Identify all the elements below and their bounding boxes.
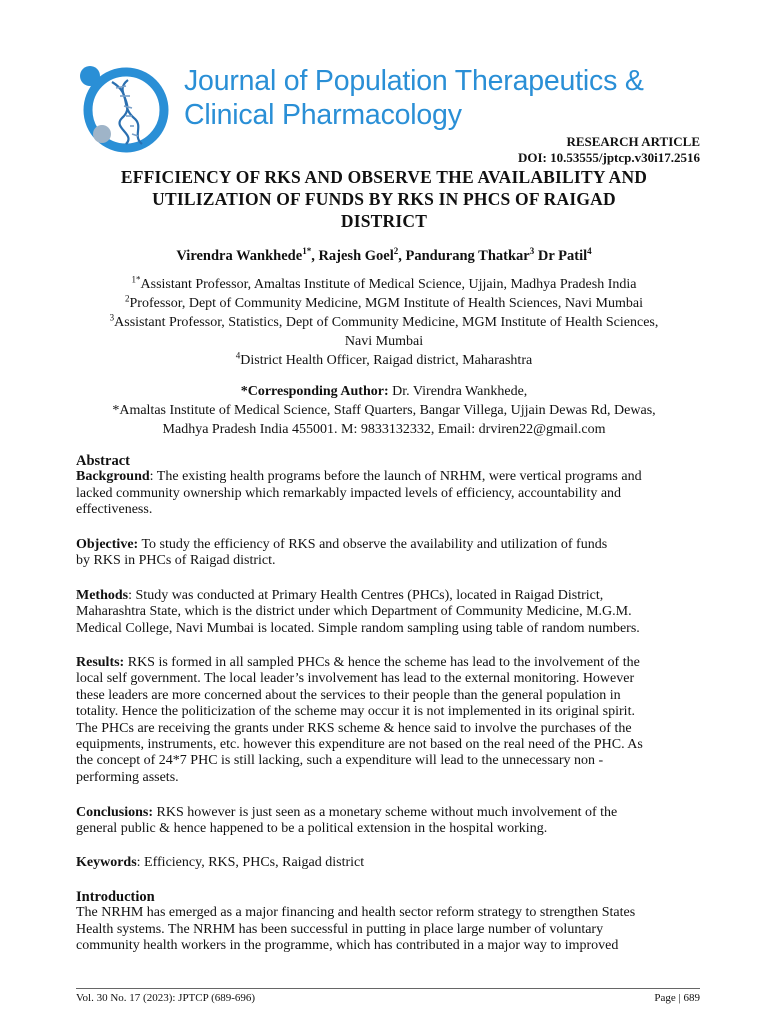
introduction-text: Health systems. The NRHM has been successful in putting in place large number of voluntary [76, 921, 604, 937]
background-label: Background [76, 469, 150, 485]
author-sup: 2 [393, 246, 399, 257]
abstract-heading: Abstract [76, 453, 130, 469]
journal-title-line-2: Clinical Pharmacology [184, 99, 462, 131]
objective-text: by RKS in PHCs of Raigad district. [76, 553, 276, 569]
corresponding-address: *Amaltas Institute of Medical Science, Staff Quarters, Bangar Villega, Ujjain Dewas Rd, Dewas, [112, 403, 656, 418]
journal-title-line-1: Journal of Population Therapeutics & [184, 65, 644, 97]
affiliation-text: Professor, Dept of Community Medicine, MGM Institute of Health Sciences, Navi Mumbai [129, 296, 643, 311]
background-text: effectiveness. [76, 502, 153, 518]
corresponding-author [60, 382, 708, 439]
paper-title-line: EFFICIENCY OF RKS AND OBSERVE THE AVAILABILITY AND [120, 167, 648, 187]
background-text: : The existing health programs before the launch of NRHM, were vertical programs and [149, 469, 642, 485]
journal-title [184, 64, 744, 132]
footer-citation: Vol. 30 No. 17 (2023): JPTCP (689-696) [76, 992, 256, 1004]
author-sep: , [398, 248, 406, 264]
results-text: performing assets. [76, 769, 179, 785]
author-name: Pandurang Thatkar [405, 248, 530, 264]
introduction-text: The NRHM has emerged as a major financing and health sector reform strategy to strengthen States [76, 905, 636, 921]
introduction-heading: Introduction [76, 889, 155, 905]
article-type: RESEARCH ARTICLE [566, 134, 700, 149]
conclusions-text: general public & hence happened to be a political extension in the hospital working. [76, 821, 548, 837]
objective-text: To study the efficiency of RKS and observe the availability and utilization of funds [138, 537, 608, 552]
affiliation-text: Assistant Professor, Statistics, Dept of Community Medicine, MGM Institute of Health Sciences, [114, 315, 659, 330]
keywords-text: : Efficiency, RKS, PHCs, Raigad district [136, 855, 365, 870]
author-sup: 3 [529, 246, 535, 257]
background-text: lacked community ownership which remarkably impacted levels of efficiency, accountability and [76, 485, 622, 501]
methods-label: Methods [76, 588, 129, 603]
keywords-label: Keywords [76, 855, 137, 870]
results-text: totality. Hence the politicization of the scheme may occur it is not implemented in its original spirit. [76, 704, 635, 720]
affiliation-text: Assistant Professor, Amaltas Institute of Medical Science, Ujjain, Madhya Pradesh India [140, 277, 637, 292]
results-text: The PHCs are receiving the grants under RKS scheme & hence said to involve the purchases of the [76, 720, 632, 736]
affiliations [60, 275, 708, 370]
results-text: these leaders are more concerned about the services to their people than the general population in [76, 687, 621, 703]
article-doi: DOI: 10.53555/jptcp.v30i17.2516 [518, 150, 700, 165]
affiliation-sup: 3 [109, 312, 115, 323]
abstract-objective [76, 537, 700, 570]
abstract-conclusions [76, 805, 700, 838]
introduction [76, 889, 700, 955]
methods-text: Medical College, Navi Mumbai is located. Simple random sampling using table of random numbers. [76, 620, 640, 636]
affiliation-sup: 4 [235, 350, 241, 361]
abstract-results [76, 655, 700, 786]
affiliation [60, 332, 708, 351]
page-footer [76, 988, 700, 1004]
corresponding-name: Dr. Virendra Wankhede, [388, 384, 528, 399]
author-name: Rajesh Goel [318, 248, 394, 264]
affiliation [60, 351, 708, 370]
corresponding-contact: Madhya Pradesh India 455001. M: 9833132332, Email: drviren22@gmail.com [162, 422, 606, 437]
results-text: RKS is formed in all sampled PHCs & hence the scheme has lead to the involvement of the [124, 655, 640, 670]
author-sup: 1* [302, 246, 312, 257]
abstract-background [76, 453, 700, 519]
author-name: Dr Patil [537, 248, 588, 264]
author-name: Virendra Wankhede [176, 248, 303, 264]
objective-label: Objective: [76, 537, 139, 552]
results-label: Results: [76, 655, 125, 670]
author-sup: 4 [587, 246, 592, 257]
affiliation [60, 294, 708, 313]
affiliation [60, 275, 708, 294]
results-text: the concept of 24*7 PHC is still lacking, such a expenditure will lead to the unnecessary non - [76, 753, 604, 769]
author-sep: , [311, 248, 319, 264]
abstract-methods [76, 588, 700, 637]
results-text: equipments, instruments, etc. however this expenditure are not based on the real need of the PHC. As [76, 737, 643, 753]
results-text: local self government. The local leader’s involvement has lead to the external monitoring. However [76, 671, 635, 687]
paper-title [74, 166, 694, 232]
methods-text: Maharashtra State, which is the district under which Department of Community Medicine, M.G.M. [76, 604, 632, 620]
affiliation-sup: 2 [125, 293, 130, 304]
affiliation-sup: 1* [131, 274, 141, 285]
conclusions-text: RKS however is just seen as a monetary scheme without much involvement of the [153, 805, 618, 820]
keywords [76, 855, 700, 871]
paper-title-line: UTILIZATION OF FUNDS BY RKS IN PHCS OF RAIGAD [152, 189, 616, 209]
affiliation-text: District Health Officer, Raigad district, Maharashtra [240, 353, 533, 368]
corresponding-label: *Corresponding Author: [240, 384, 389, 399]
paper-title-line: DISTRICT [340, 211, 428, 231]
introduction-text: community health workers in the programme, which has contributed in a major way to improved [76, 938, 619, 954]
footer-page-number: Page | 689 [654, 992, 700, 1004]
methods-text: : Study was conducted at Primary Health Centres (PHCs), located in Raigad District, [128, 588, 604, 603]
affiliation-text: Navi Mumbai [344, 334, 424, 349]
journal-logo [72, 62, 176, 154]
author-list [74, 248, 694, 265]
conclusions-label: Conclusions: [76, 805, 154, 820]
affiliation [60, 313, 708, 332]
